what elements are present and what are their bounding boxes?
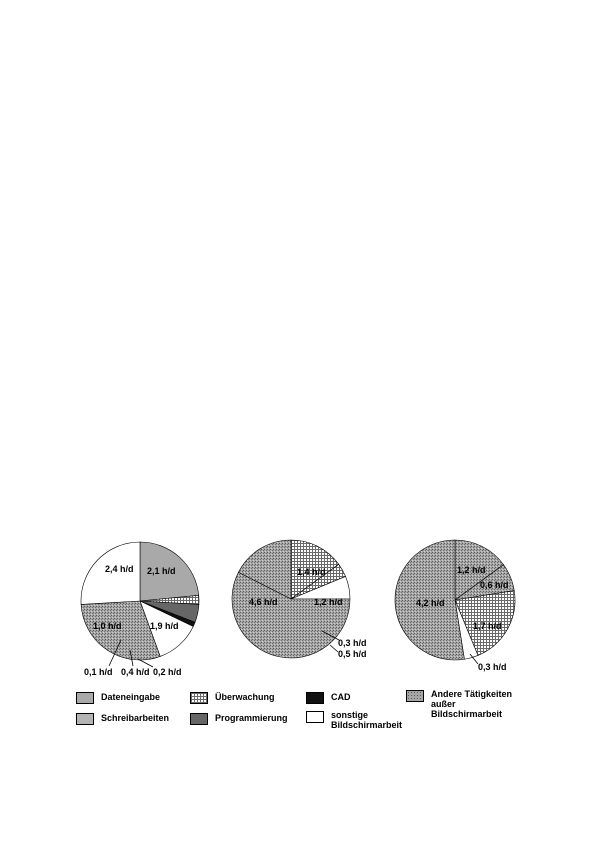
callout-line	[138, 659, 153, 667]
legend-label: sonstige Bildschirmarbeit	[331, 710, 403, 730]
slice-label-c3-s3: 1,7 h/d	[473, 621, 502, 631]
slice-label-c3-s1: 1,2 h/d	[457, 565, 486, 575]
slice-label-c1-s2: 0,2 h/d	[153, 667, 182, 677]
legend-label: CAD	[331, 692, 351, 702]
slice-label-c2-s5: 1,4 h/d	[297, 567, 326, 577]
slice-label-c1-s3: 0,4 h/d	[121, 667, 150, 677]
callout-line	[330, 645, 338, 652]
slice-label-c1-s7: 2,1 h/d	[147, 566, 176, 576]
slice-label-c1-s5: 1,0 h/d	[93, 621, 122, 631]
slice-label-c3-s4: 0,3 h/d	[478, 662, 507, 672]
slice-label-c1-s4: 0,1 h/d	[84, 667, 113, 677]
slice-label-c2-s1: 1,2 h/d	[314, 597, 343, 607]
slice-label-c2-s4: 4,6 h/d	[249, 597, 278, 607]
slice-label-c2-s2: 0,3 h/d	[338, 638, 367, 648]
legend-label: Programmierung	[215, 713, 288, 723]
legend-label: Überwachung	[215, 692, 275, 702]
pies-group	[81, 540, 515, 660]
slice-label-c3-s2: 0,6 h/d	[480, 580, 509, 590]
slice-label-c1-s6: 2,4 h/d	[105, 564, 134, 574]
slice-label-c3-s5: 4,2 h/d	[416, 598, 445, 608]
legend-label: Schreibarbeiten	[101, 713, 170, 723]
legend-label: Dateneingabe	[101, 692, 161, 702]
slice-label-c2-s3: 0,5 h/d	[338, 649, 367, 659]
slice-label-c1-s1: 1,9 h/d	[150, 621, 179, 631]
legend-label: Andere Tätigkeiten außer Bildschirmarbeit	[431, 689, 513, 719]
